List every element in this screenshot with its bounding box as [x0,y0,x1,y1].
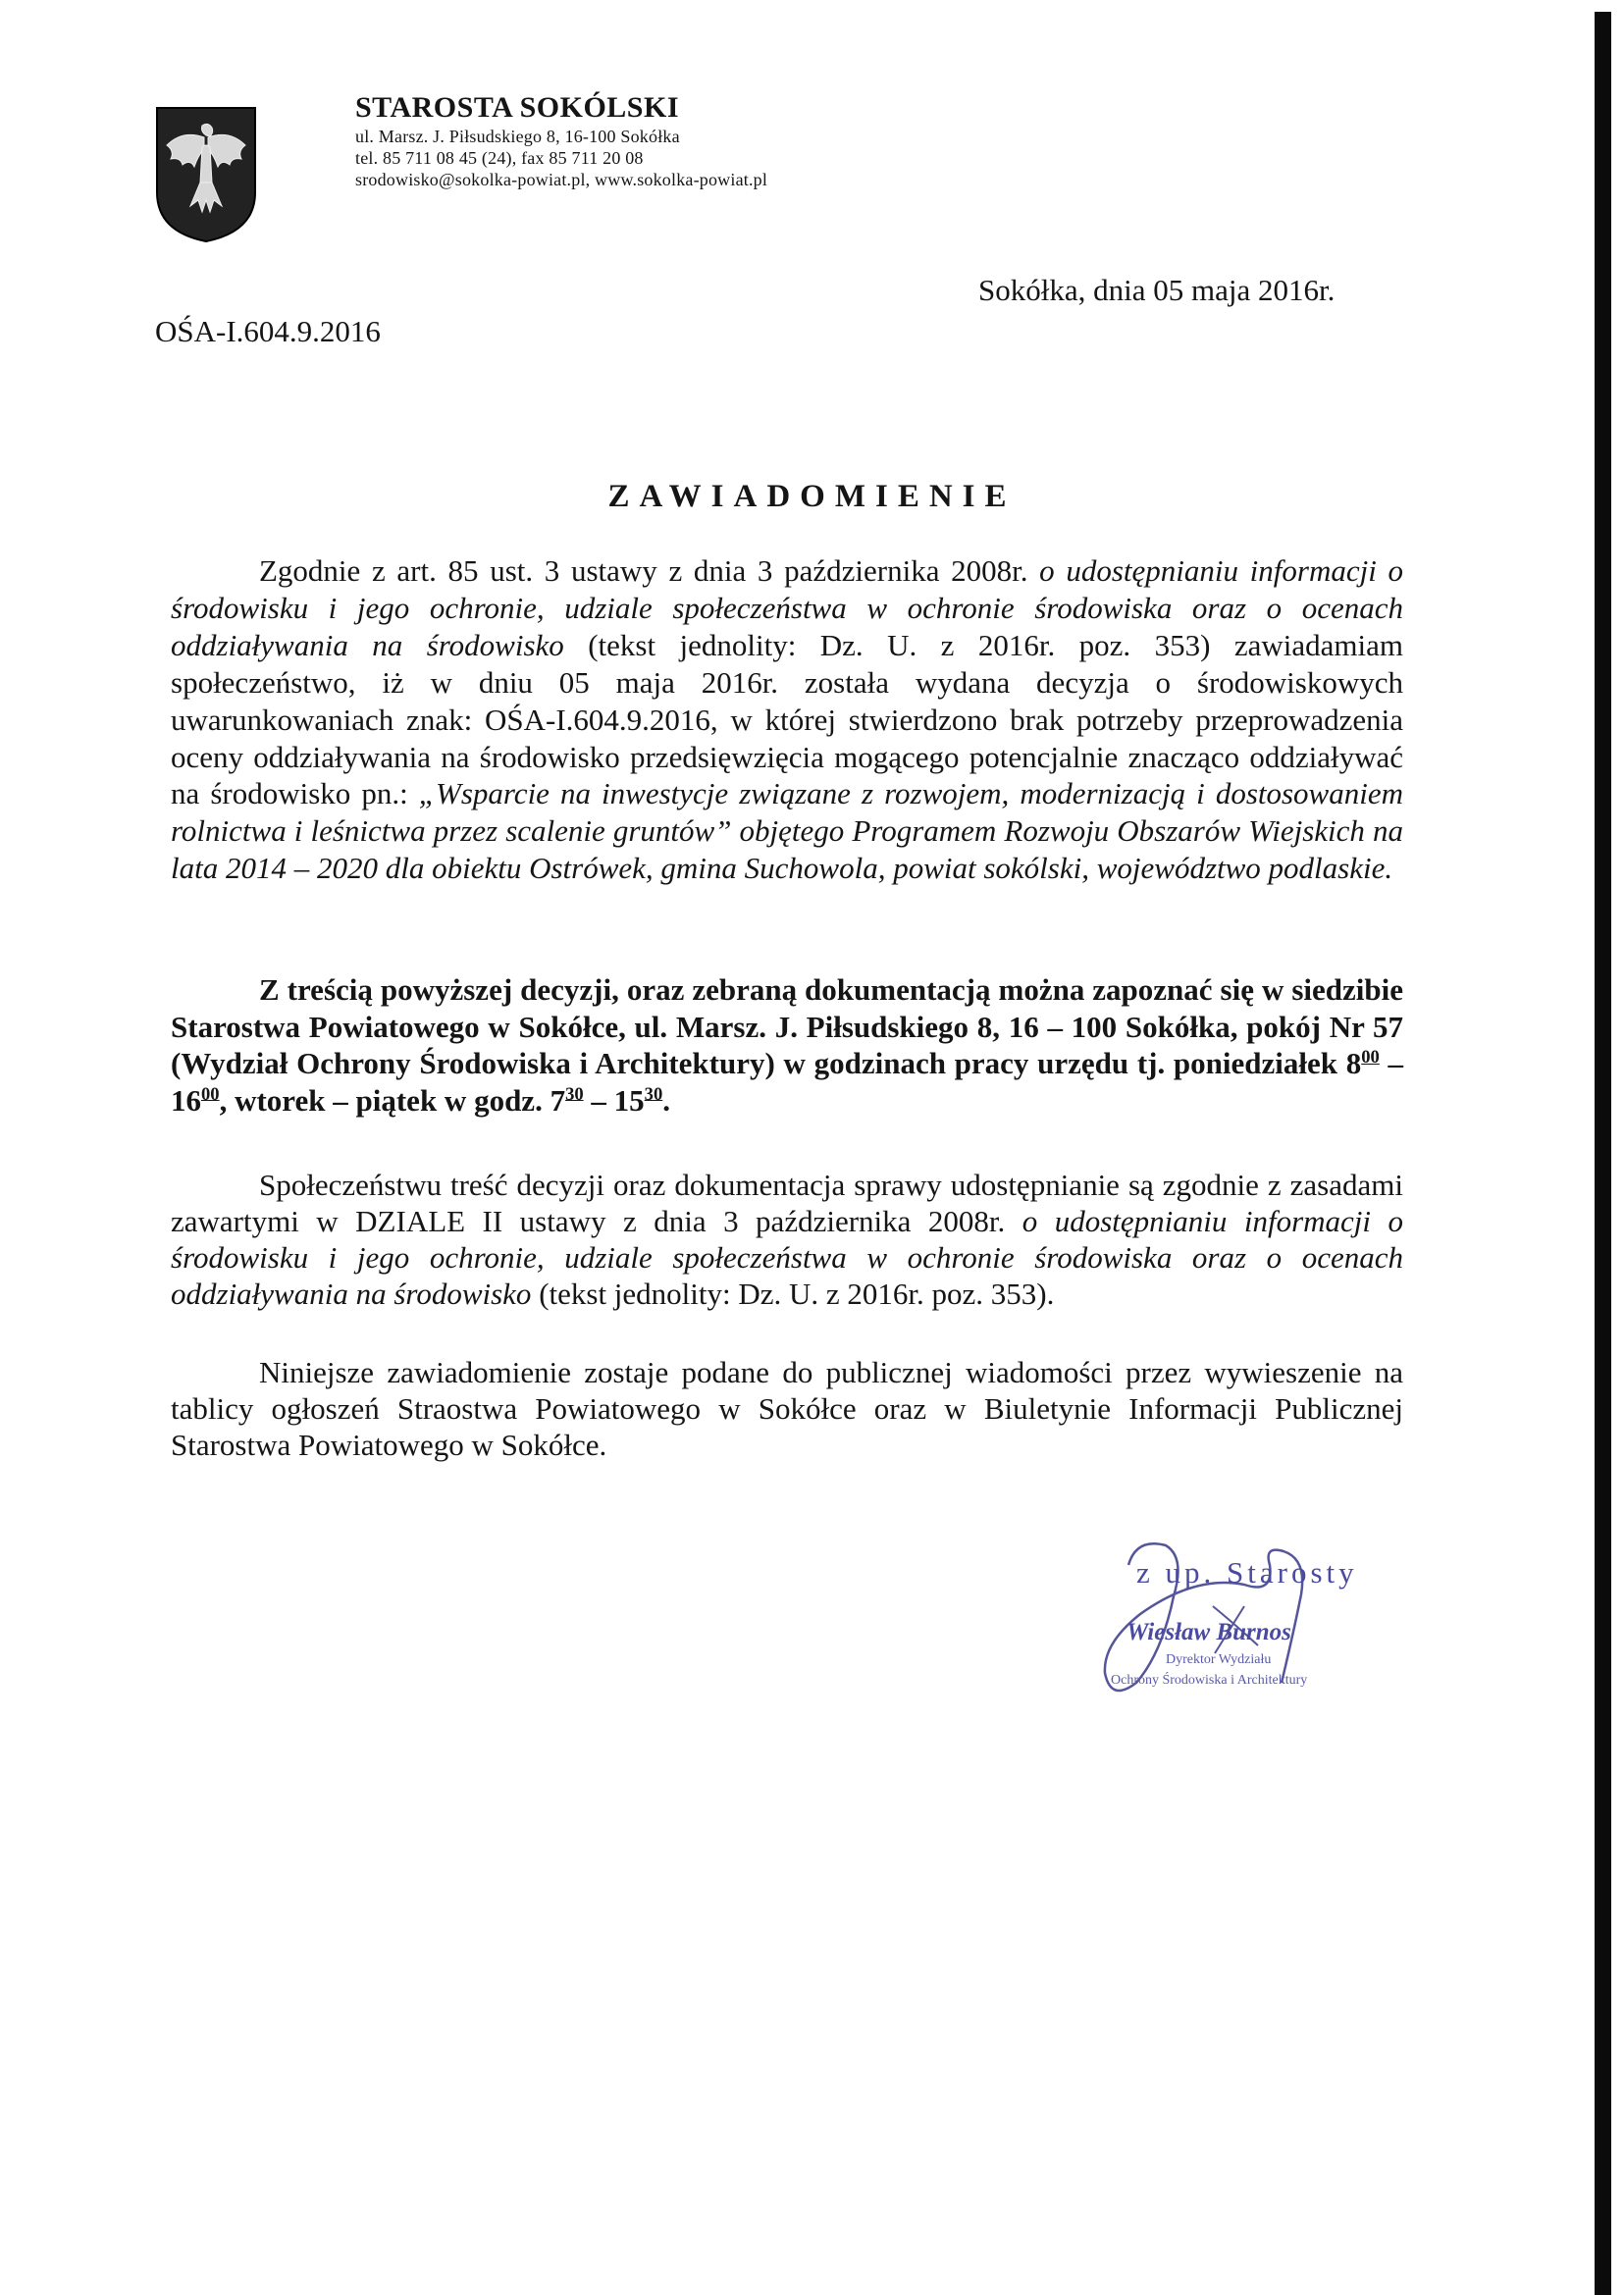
paragraph-public-access [171,1167,1403,1312]
institution-address: ul. Marsz. J. Piłsudskiego 8, 16-100 Sokółka [355,127,680,146]
paragraph-notice [171,552,1403,887]
p2-sup-2: 00 [201,1083,220,1105]
p2-text-4: – 15 [583,1082,645,1118]
p3-text-2: (tekst jednolity: Dz. U. z 2016r. poz. 353). [531,1277,1055,1311]
place-and-date: Sokółka, dnia 05 maja 2016r. [978,273,1336,307]
p3-act-title: o udostępnianiu informacji o środowisku i jego ochronie, udziale społeczeństwa w ochronie środowiska oraz o ocenach oddziaływania na środowisko [171,1204,1403,1311]
signature-stamp [1097,1536,1391,1712]
paragraph-publication [171,1354,1403,1463]
p2-text-1: Z treścią powyższej decyzji, oraz zebraną dokumentacją można zapoznać się w siedzibie Starostwa Powiatowego w Sokółce, ul. Marsz. J. Piłsudskiego 8, 16 – 100 Sokółka, pokój Nr 57 (Wydział Ochrony Środowiska i Architektury) w godzinach pracy urzędu tj. poniedziałek 8 [171,972,1403,1080]
p1-project-title: „Wsparcie na inwestycje związane z rozwojem, modernizacją i dostosowaniem rolnictwa i leśnictwa przez scalenie gruntów” objętego Programem Rozwoju Obszarów Wiejskich na lata 2014 – 2020 dla obiektu Ostrówek, gmina Suchowola, powiat sokólski, województwo podlaskie. [171,776,1403,886]
p2-text-5: . [662,1082,671,1118]
p1-text-2: (tekst jednolity: Dz. U. z 2016r. poz. 353) zawiadamiam społeczeństwo, iż w dniu 05 maja 2016r. została wydana decyzja o środowiskowych uwarunkowaniach znak: OŚA-I.604.9.2016, w której stwierdzono brak potrzeby przeprowadzenia oceny oddziaływania na środowisko przedsięwzięcia mogącego potencjalnie znacząco oddziaływać na środowisko pn.: [171,627,1403,811]
paragraph-access-info [171,971,1403,1119]
p2-text-2: – 16 [171,1046,1404,1118]
stamp-authority: z up. Starosty [1136,1555,1358,1590]
p2-sup-1: 00 [1361,1046,1380,1068]
p2-sup-4: 30 [644,1083,663,1105]
p4-text: Niniejsze zawiadomienie zostaje podane do publicznej wiadomości przez wywieszenie na tablicy ogłoszeń Straostwa Powiatowego w Sokółce oraz w Biuletynie Informacji Publicznej Starostwa Powiatowego w Sokółce. [171,1355,1403,1462]
institution-email-web: srodowisko@sokolka-powiat.pl, www.sokolka-powiat.pl [355,170,768,189]
institution-name: STAROSTA SOKÓLSKI [355,91,680,124]
p3-text-1: Społeczeństwu treść decyzji oraz dokumentacja sprawy udostępnianie są zgodnie z zasadami zawartymi w DZIALE II ustawy z dnia 3 października 2008r. [171,1168,1403,1238]
letterhead [355,90,767,190]
institution-phone-fax: tel. 85 711 08 45 (24), fax 85 711 20 08 [355,148,644,168]
stamp-name: Wiesław Burnos [1126,1619,1291,1645]
stamp-position: Dyrektor Wydziału [1166,1652,1272,1667]
p2-text-3: , wtorek – piątek w godz. 7 [219,1082,566,1118]
stamp-department: Ochrony Środowiska i Architektury [1111,1673,1308,1688]
document-title: ZAWIADOMIENIE [607,479,1017,514]
reference-number: OŚA-I.604.9.2016 [155,314,381,348]
p1-act-title: o udostępnianiu informacji o środowisku i jego ochronie, udziale społeczeństwa w ochronie środowiska oraz o ocenach oddziaływania na środowisko [171,553,1403,662]
coat-of-arms-eagle-icon [155,106,257,243]
p2-sup-3: 30 [565,1083,584,1105]
p1-text-1: Zgodnie z art. 85 ust. 3 ustawy z dnia 3 października 2008r. [259,553,1040,588]
scan-edge [1595,12,1611,2295]
